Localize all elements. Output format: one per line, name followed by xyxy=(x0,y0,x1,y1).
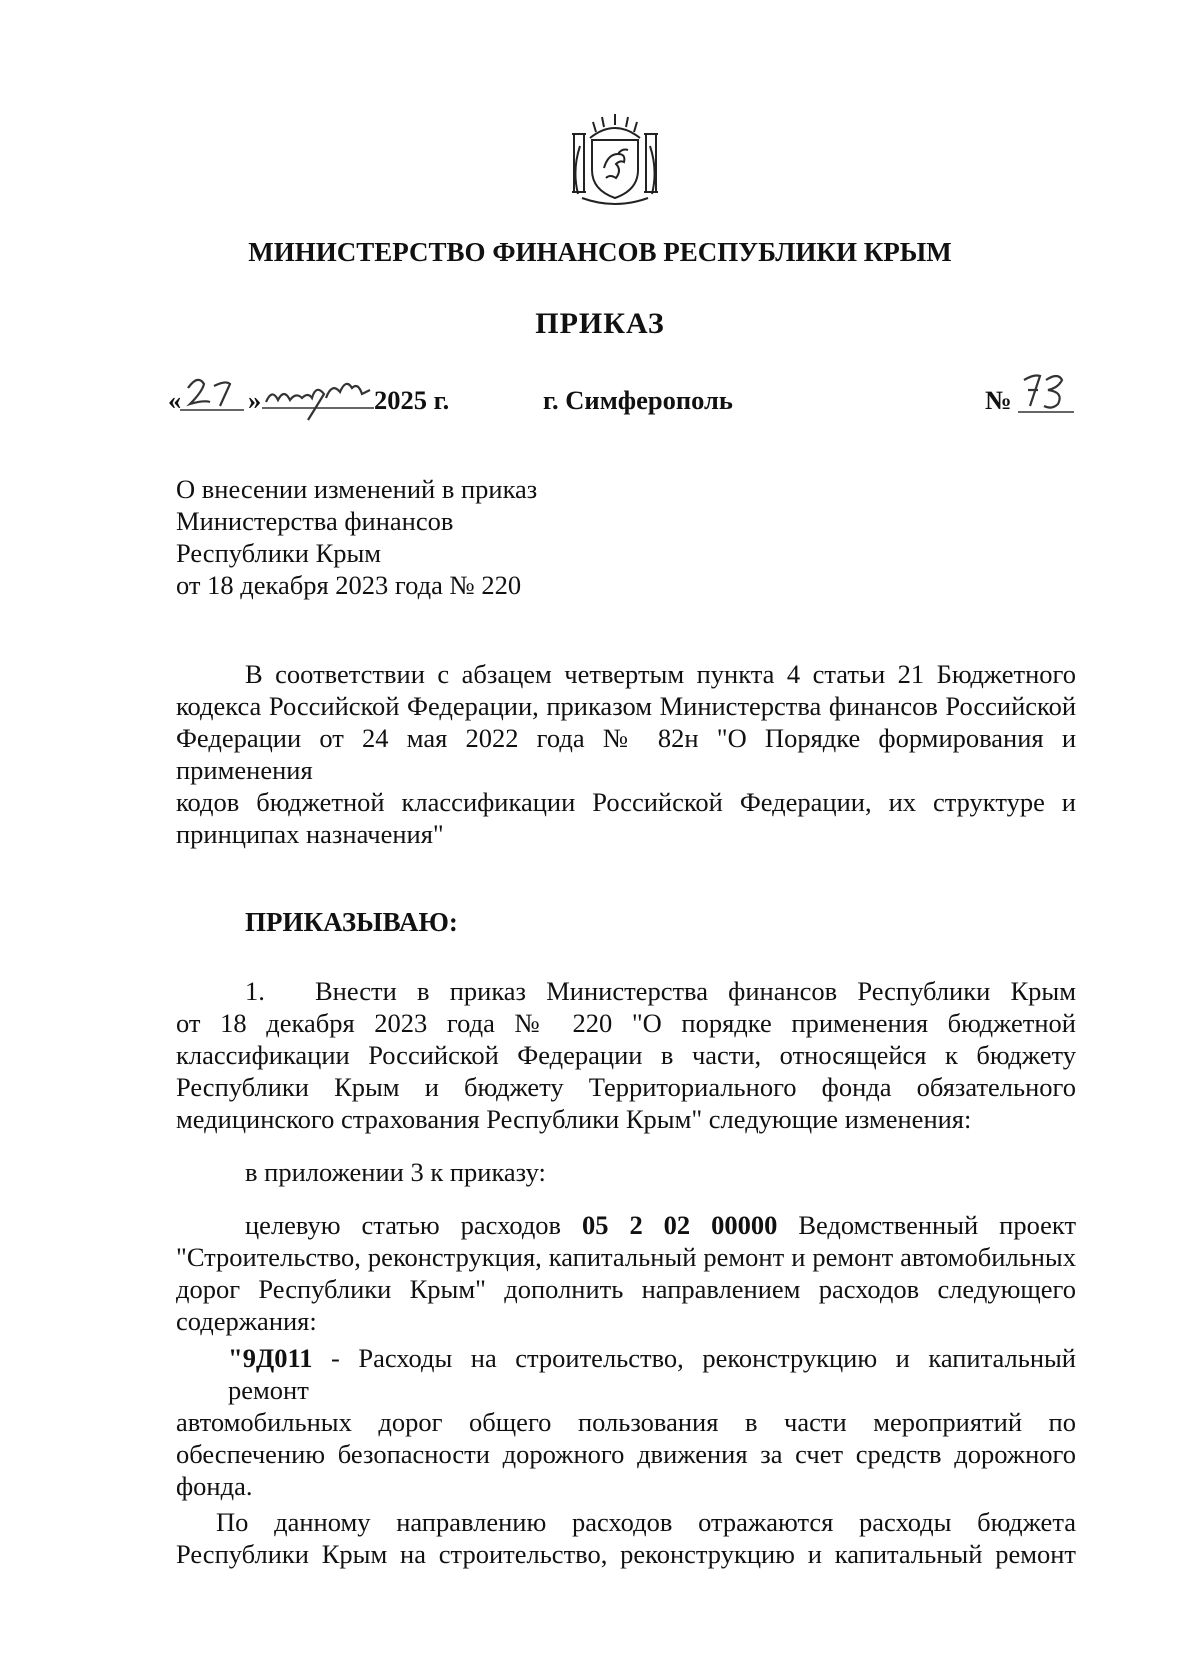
text-line: автомобильных дорог общего пользования в части мероприятий по xyxy=(176,1407,1076,1437)
text-line: дорог Республики Крым" дополнить направлением расходов следующего xyxy=(176,1274,1076,1304)
text-line xyxy=(176,975,1076,1007)
subject-line: О внесении изменений в приказ xyxy=(176,474,538,504)
direction-paragraph xyxy=(176,1342,1076,1502)
handwritten-number xyxy=(1018,366,1074,418)
date-line xyxy=(0,370,1200,430)
handwritten-month xyxy=(262,364,374,424)
text-line: содержания: xyxy=(176,1306,317,1336)
text-line: Федерации от 24 мая 2022 года № 82н "О Порядке формирования и применения xyxy=(176,723,1076,785)
target-article-paragraph xyxy=(176,1209,1076,1337)
item-1-paragraph xyxy=(176,975,1076,1135)
target-post-text: Ведомственный проект xyxy=(798,1210,1077,1240)
text-line: фонда. xyxy=(176,1471,253,1501)
direction-code: 9Д011 xyxy=(242,1343,313,1373)
text-line: Республики Крым и бюджету Территориального фонда обязательного xyxy=(176,1072,1076,1102)
preamble-paragraph xyxy=(176,658,1076,850)
subject-line: Республики Крым xyxy=(176,538,382,568)
text-line xyxy=(176,1209,1076,1241)
document-type: ПРИКАЗ xyxy=(535,307,665,340)
item-1-first-line: Внести в приказ Министерства финансов Республики Крым xyxy=(315,976,1076,1006)
document-body xyxy=(176,658,1076,1570)
text-line xyxy=(176,1342,1076,1406)
text-line: кодов бюджетной классификации Российской Федерации, их структуре и xyxy=(176,787,1076,817)
text-line: принципах назначения" xyxy=(176,819,444,849)
appendix-line: в приложении 3 к приказу: xyxy=(245,1157,546,1187)
text-line: классификации Российской Федерации в части, относящейся к бюджету xyxy=(176,1040,1076,1070)
year-text: 2025 г. xyxy=(374,385,450,415)
text-line: По данному направлению расходов отражаются расходы бюджета xyxy=(216,1507,1076,1537)
text-line: медицинского страхования Республики Крым" следующие изменения: xyxy=(176,1104,972,1134)
text-line: В соответствии с абзацем четвертым пункта 4 статьи 21 Бюджетного xyxy=(245,659,1076,689)
text-line: от 18 декабря 2023 года № 220 "О порядке применения бюджетной xyxy=(176,1008,1076,1038)
target-pre-text: целевую статью расходов xyxy=(245,1210,562,1240)
direction-first-line: - Расходы на строительство, реконструкцию и капитальный ремонт xyxy=(228,1343,1076,1405)
document-subject xyxy=(176,473,776,601)
orders-heading: ПРИКАЗЫВАЮ: xyxy=(245,907,458,937)
subject-line: Министерства финансов xyxy=(176,506,454,536)
number-label: № xyxy=(985,385,1012,415)
target-code: 05 2 02 00000 xyxy=(582,1210,778,1240)
last-paragraph xyxy=(176,1506,1076,1570)
item-number: 1. xyxy=(245,976,265,1006)
ministry-name: МИНИСТЕРСТВО ФИНАНСОВ РЕСПУБЛИКИ КРЫМ xyxy=(248,237,952,267)
text-line: "Строительство, реконструкция, капитальный ремонт и ремонт автомобильных xyxy=(176,1242,1076,1272)
close-quote: » xyxy=(248,385,262,415)
text-line: обеспечению безопасности дорожного движения за счет средств дорожного xyxy=(176,1439,1076,1469)
open-quote-mark: " xyxy=(228,1343,243,1373)
handwritten-day xyxy=(180,370,250,414)
subject-line: от 18 декабря 2023 года № 220 xyxy=(176,570,522,600)
open-quote: « xyxy=(168,385,182,415)
text-line: кодекса Российской Федерации, приказом Министерства финансов Российской xyxy=(176,691,1076,721)
city-text: г. Симферополь xyxy=(543,385,733,415)
text-line: Республики Крым на строительство, реконструкцию и капитальный ремонт xyxy=(176,1539,1076,1569)
coat-of-arms-icon xyxy=(560,110,670,210)
